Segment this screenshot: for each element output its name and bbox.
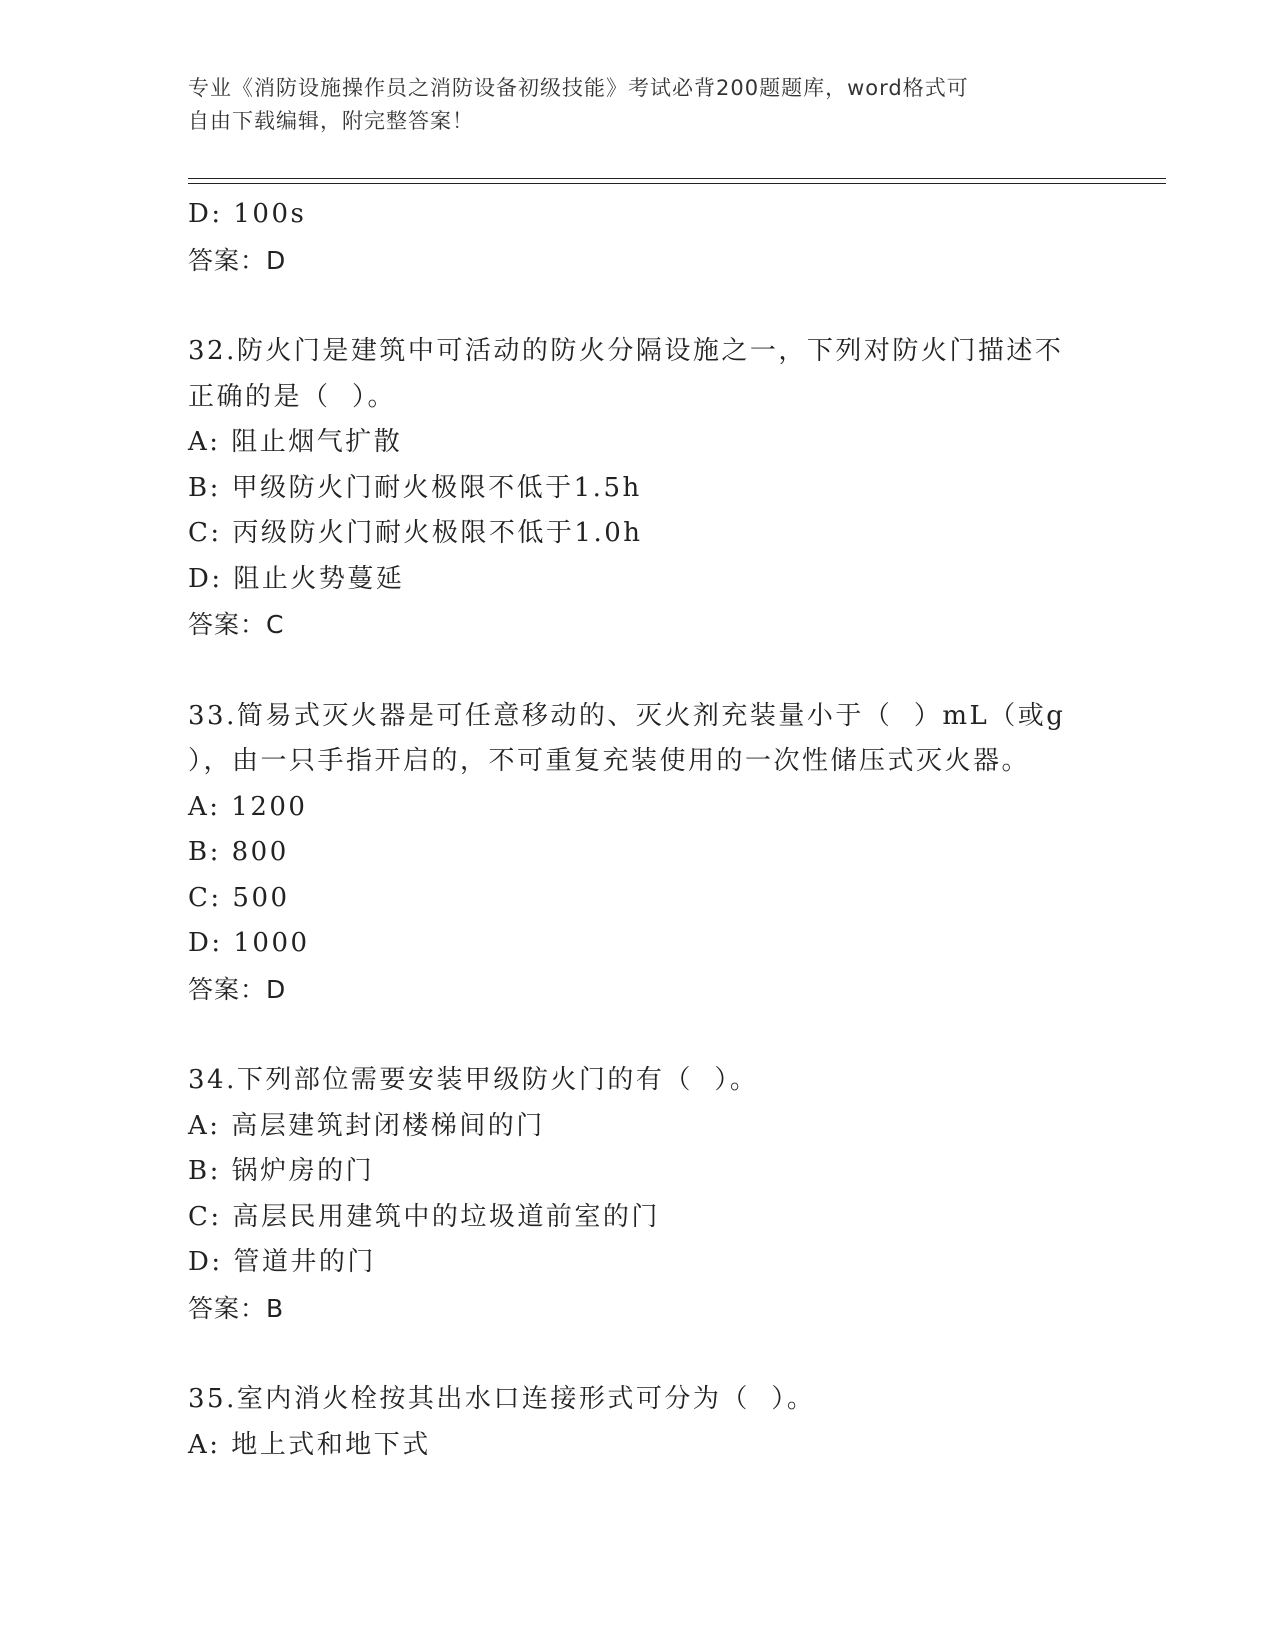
header-line-2: 自由下载编辑，附完整答案！ xyxy=(188,109,474,133)
answer: 答案：C xyxy=(188,610,285,639)
header-line-1: 专业《消防设施操作员之消防设备初级技能》考试必背200题题库，word格式可 xyxy=(188,76,969,100)
option-d: D: 阻止火势蔓延 xyxy=(188,563,405,594)
option-d: D: 管道井的门 xyxy=(188,1247,376,1277)
answer: 答案：B xyxy=(188,1293,285,1323)
question-stem-cont: ），由一只手指开启的，不可重复充装使用的一次性储压式灭火器。 xyxy=(188,746,1031,776)
option-a: A: 阻止烟气扩散 xyxy=(188,427,403,457)
question-stem-cont: 正确的是（ ）。 xyxy=(188,381,397,412)
option-b: B: 800 xyxy=(188,837,289,867)
header-rule-bottom xyxy=(188,183,1166,184)
option-d: D: 1000 xyxy=(188,928,310,958)
question-stem: 34.下列部位需要安装甲级防火门的有（ ）。 xyxy=(188,1065,759,1095)
question-34 xyxy=(188,1058,1088,1331)
option-d: D: 100s xyxy=(188,199,307,229)
answer: 答案：D xyxy=(188,974,287,1004)
option-c: C: 丙级防火门耐火极限不低于1.0h xyxy=(188,518,643,548)
option-a: A: 地上式和地下式 xyxy=(188,1429,431,1460)
option-b: B: 锅炉房的门 xyxy=(188,1156,375,1186)
question-32 xyxy=(188,329,1088,648)
answer: 答案：D xyxy=(188,245,287,275)
question-33 xyxy=(188,694,1088,1013)
question-31-tail xyxy=(188,192,1088,283)
option-a: A: 1200 xyxy=(188,791,308,822)
header-rule-top xyxy=(188,178,1166,179)
question-stem: 33.简易式灭火器是可任意移动的、灭火剂充装量小于（ ）mL（或g xyxy=(188,700,1066,731)
option-b: B: 甲级防火门耐火极限不低于1.5h xyxy=(188,472,642,503)
document-header xyxy=(188,72,1068,138)
question-35 xyxy=(188,1377,1088,1468)
question-stem: 32.防火门是建筑中可活动的防火分隔设施之一，下列对防火门描述不 xyxy=(188,336,1064,366)
option-c: C: 500 xyxy=(188,882,290,913)
question-stem: 35.室内消火栓按其出水口连接形式可分为（ ）。 xyxy=(188,1384,816,1414)
option-a: A: 高层建筑封闭楼梯间的门 xyxy=(188,1110,545,1141)
question-list xyxy=(188,192,1088,1468)
option-c: C: 高层民用建筑中的垃圾道前室的门 xyxy=(188,1201,660,1232)
